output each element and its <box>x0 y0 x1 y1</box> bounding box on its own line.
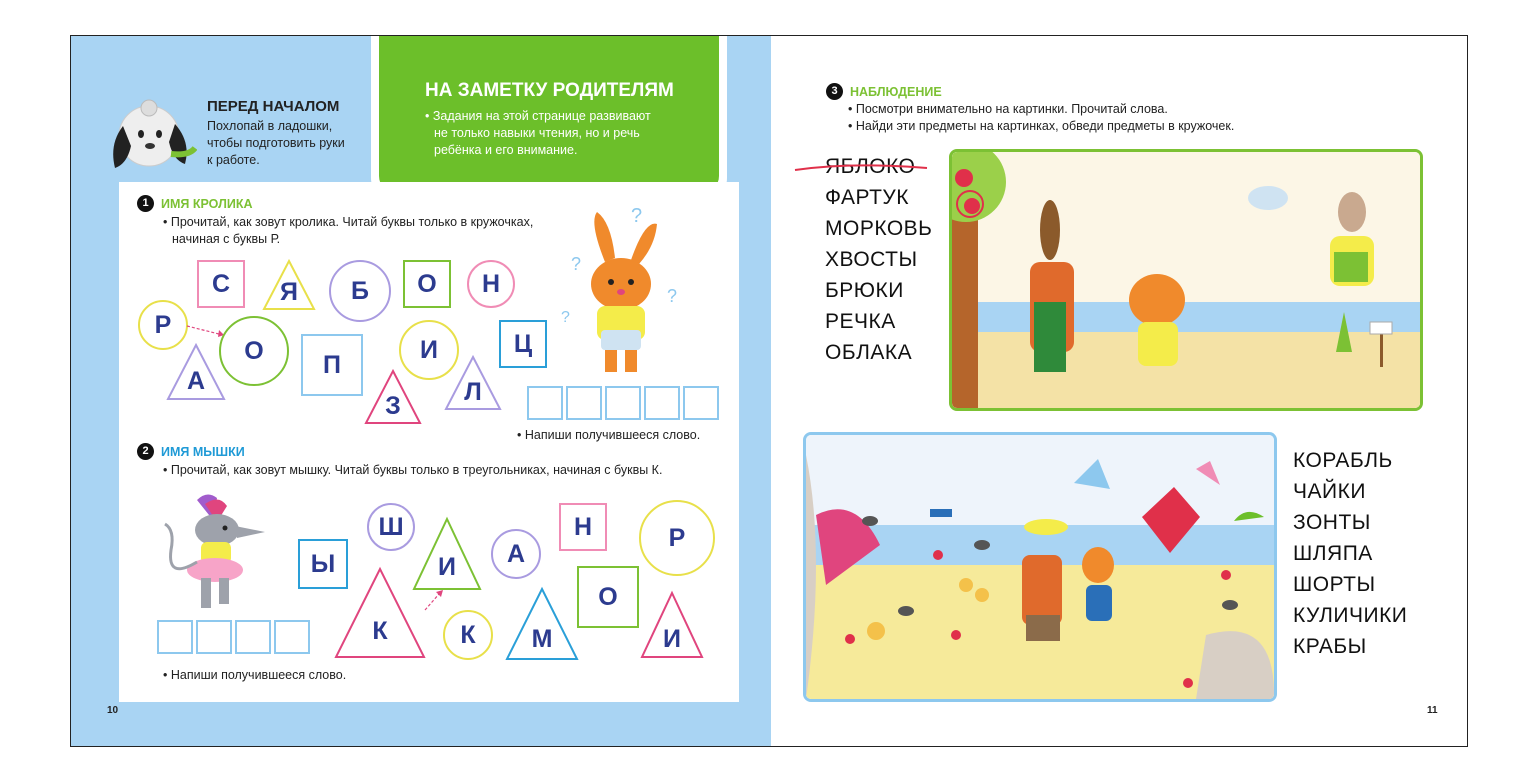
orchard-scene-illustration <box>949 149 1423 411</box>
page-number: 10 <box>107 705 119 716</box>
orchard-scene-drawing <box>952 152 1420 408</box>
answer-box[interactable] <box>644 386 680 420</box>
beach-scene-drawing <box>806 435 1274 699</box>
task1-line: начиная с буквы Р. <box>172 232 281 246</box>
answer-box[interactable] <box>235 620 271 654</box>
letter-square: Н <box>559 503 607 551</box>
word-item: РЕЧКА <box>825 310 896 333</box>
answer-box[interactable] <box>605 386 641 420</box>
task1-number: 1 <box>137 195 154 212</box>
letter-circle: Р <box>639 500 715 576</box>
before-start-line: чтобы подготовить руки <box>207 136 345 150</box>
word-item: КУЛИЧИКИ <box>1293 604 1408 627</box>
word-item: ФАРТУК <box>825 186 909 209</box>
svg-text:?: ? <box>571 254 582 274</box>
arrow-icon <box>185 322 225 338</box>
parents-note-line: не только навыки чтения, но и речь <box>434 126 640 140</box>
parents-note-title: НА ЗАМЕТКУ РОДИТЕЛЯМ <box>425 80 674 101</box>
answer-box[interactable] <box>157 620 193 654</box>
letter-triangle-text: З <box>385 391 401 420</box>
answer-box[interactable] <box>196 620 232 654</box>
task3-number: 3 <box>826 83 843 100</box>
rabbit-illustration <box>561 202 691 382</box>
task2-number: 2 <box>137 443 154 460</box>
before-start-line: к работе. <box>207 153 260 167</box>
answer-box[interactable] <box>566 386 602 420</box>
word-item: ЧАЙКИ <box>1293 480 1366 503</box>
letter-triangle-text: Л <box>464 377 482 406</box>
word-item: ШОРТЫ <box>1293 573 1376 596</box>
arrow-icon <box>423 588 445 612</box>
task2-heading <box>137 443 245 460</box>
book-spread <box>70 35 1468 747</box>
task3-line: • Найди эти предметы на картинках, обведи предметы в кружочек. <box>848 119 1235 133</box>
svg-text:?: ? <box>631 205 643 227</box>
letter-circle: О <box>219 316 289 386</box>
word-item: МОРКОВЬ <box>825 217 933 240</box>
letter-triangle-text: И <box>663 624 681 653</box>
parents-note-line: ребёнка и его внимание. <box>434 143 578 157</box>
task3-heading <box>826 83 942 100</box>
task3-instruction <box>848 101 1234 135</box>
letter-square: О <box>577 566 639 628</box>
dog-mascot-illustration <box>105 94 197 174</box>
word-item: КРАБЫ <box>1293 635 1367 658</box>
answer-box[interactable] <box>527 386 563 420</box>
before-start-line: Похлопай в ладошки, <box>207 119 333 133</box>
letter-square: О <box>403 260 451 308</box>
before-start-title: ПЕРЕД НАЧАЛОМ <box>207 98 340 115</box>
letter-square: С <box>197 260 245 308</box>
parents-note-line: • Задания на этой странице развивают <box>425 109 651 123</box>
answer-box[interactable] <box>683 386 719 420</box>
letter-square: Ц <box>499 320 547 368</box>
svg-text:?: ? <box>561 309 570 326</box>
letter-circle: Р <box>138 300 188 350</box>
word-item: БРЮКИ <box>825 279 904 302</box>
word-item: ЗОНТЫ <box>1293 511 1371 534</box>
letter-triangle-text: К <box>372 616 388 645</box>
task2-instruction: • Прочитай, как зовут мышку. Читай буквы только в треугольниках, начиная с буквы К. <box>163 463 663 477</box>
task1-write-instruction: • Напиши получившееся слово. <box>517 428 701 442</box>
parents-note-text <box>425 108 651 159</box>
left-page <box>71 36 771 746</box>
letter-circle: К <box>443 610 493 660</box>
page-number: 11 <box>1427 705 1438 716</box>
answer-box[interactable] <box>274 620 310 654</box>
letter-square: П <box>301 334 363 396</box>
letter-circle: И <box>399 320 459 380</box>
svg-text:?: ? <box>667 286 678 306</box>
letter-square: Ы <box>298 539 348 589</box>
parents-note <box>379 36 719 194</box>
task2-write-instruction: • Напиши получившееся слово. <box>163 668 347 682</box>
task1-answer-boxes[interactable] <box>527 386 719 420</box>
word-item: ОБЛАКА <box>825 341 913 364</box>
letter-triangle-text: А <box>186 366 206 395</box>
task2-title: ИМЯ МЫШКИ <box>161 444 245 459</box>
task1-line: • Прочитай, как зовут кролика. Читай буквы только в кружочках, <box>163 215 534 229</box>
word-item: ШЛЯПА <box>1293 542 1373 565</box>
task3-title: НАБЛЮДЕНИЕ <box>850 84 942 99</box>
word-item: ХВОСТЫ <box>825 248 918 271</box>
task2-answer-boxes[interactable] <box>157 620 310 654</box>
task1-heading <box>137 195 252 212</box>
strikethrough-line <box>793 158 929 178</box>
word-item: КОРАБЛЬ <box>1293 449 1393 472</box>
letter-triangle-text: И <box>438 552 456 581</box>
word-item: ЯБЛОКО <box>825 155 916 178</box>
right-page <box>771 36 1468 746</box>
letter-triangle-text: Я <box>280 277 298 306</box>
letter-circle: Ш <box>367 503 415 551</box>
letter-triangle-text: М <box>531 624 553 653</box>
beach-scene-illustration <box>803 432 1277 702</box>
before-start-text <box>207 118 345 169</box>
task1-instruction <box>163 214 533 248</box>
letter-circle: Б <box>329 260 391 322</box>
task1-title: ИМЯ КРОЛИКА <box>161 196 253 211</box>
letter-circle: Н <box>467 260 515 308</box>
mouse-illustration <box>157 490 269 616</box>
task3-line: • Посмотри внимательно на картинки. Прочитай слова. <box>848 102 1168 116</box>
letter-circle: А <box>491 529 541 579</box>
